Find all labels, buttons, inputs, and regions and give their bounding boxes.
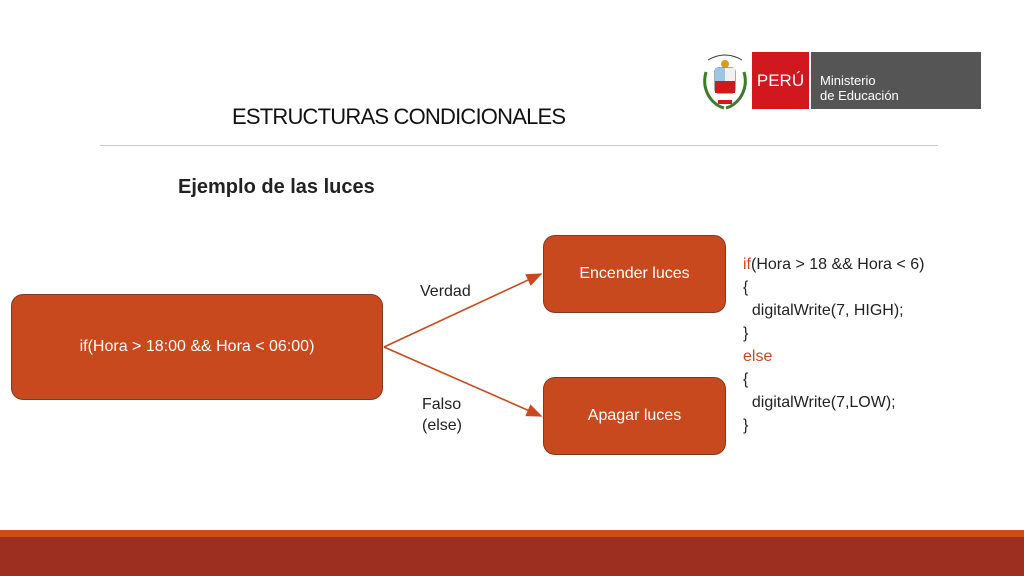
ministry-line-1: Ministerio [820,73,876,88]
lights-off-box [543,377,726,455]
code-block [743,253,924,437]
footer-accent-bar [0,530,1024,537]
code-line-2: { [743,279,749,296]
ministry-line-2: de Educación [820,88,899,103]
if-condition: (Hora > 18 && Hora < 6) [751,256,925,273]
true-branch-label: Verdad [420,283,471,300]
lights-off-text: Apagar luces [587,407,682,424]
lights-on-text: Encender luces [579,265,690,282]
footer-bar [0,537,1024,576]
code-line-1 [743,253,924,276]
else-keyword: else [743,348,773,365]
peru-logo-badge: PERÚ [752,52,809,109]
false-branch-label [422,394,462,436]
condition-text: if(Hora > 18:00 && Hora < 06:00) [79,338,315,355]
false-label-line-2: (else) [422,417,463,434]
code-line-8: } [743,417,749,434]
code-line-4: } [743,325,749,342]
slide-title: ESTRUCTURAS CONDICIONALES [232,104,566,129]
slide-subtitle: Ejemplo de las luces [178,176,375,198]
code-line-6: { [743,371,749,388]
false-label-line-1: Falso [422,396,462,413]
condition-box [11,294,383,400]
code-line-3: digitalWrite(7, HIGH); [743,302,904,319]
false-arrow [384,347,541,416]
lights-on-box [543,235,726,313]
if-keyword: if [743,256,751,273]
code-line-7: digitalWrite(7,LOW); [743,394,896,411]
